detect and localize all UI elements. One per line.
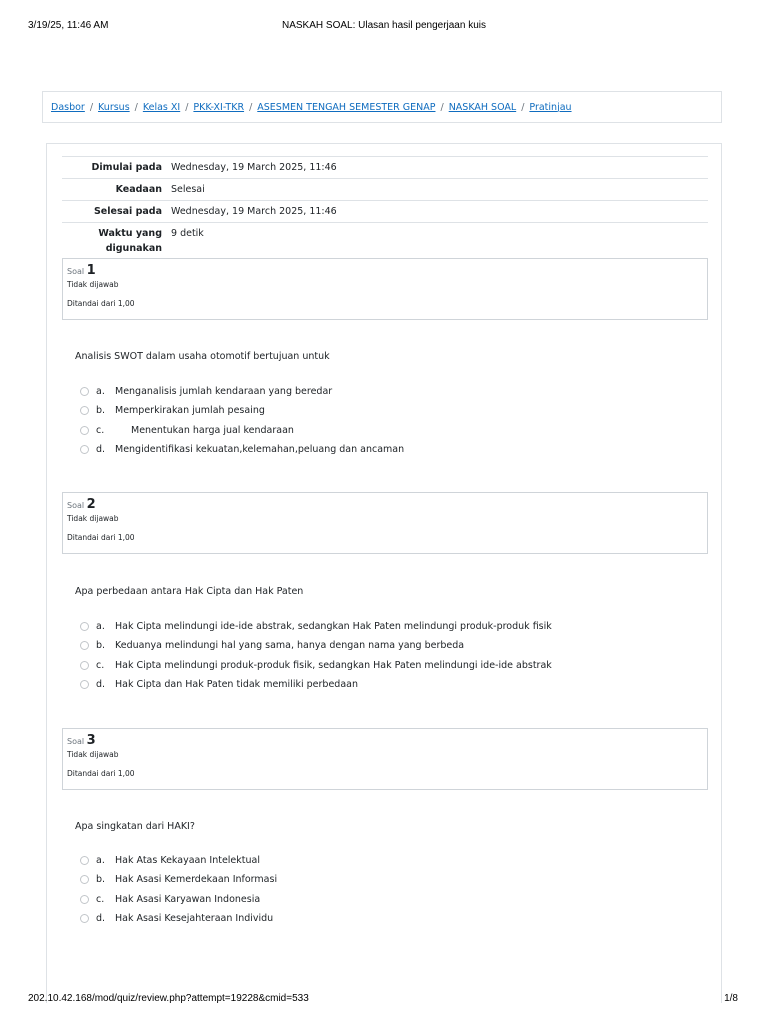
summary-label: Keadaan bbox=[115, 184, 162, 195]
answer-option[interactable] bbox=[80, 851, 277, 870]
option-text: Hak Asasi Karyawan Indonesia bbox=[115, 893, 261, 905]
question-grade: Ditandai dari 1,00 bbox=[67, 299, 135, 308]
option-letter: a. bbox=[96, 621, 105, 633]
breadcrumb bbox=[42, 91, 722, 123]
radio-button[interactable] bbox=[80, 622, 89, 631]
print-datetime: 3/19/25, 11:46 AM bbox=[28, 20, 109, 31]
question-state: Tidak dijawab bbox=[67, 514, 119, 523]
option-text: Menganalisis jumlah kendaraan yang beredar bbox=[115, 386, 333, 398]
option-letter: b. bbox=[96, 640, 106, 652]
summary-label: Waktu yang digunakan bbox=[98, 228, 162, 254]
question-number-value: 1 bbox=[86, 263, 96, 278]
option-text: Mengidentifikasi kekuatan,kelemahan,peluang dan ancaman bbox=[115, 444, 405, 456]
print-url: 202.10.42.168/mod/quiz/review.php?attempt=19228&cmid=533 bbox=[28, 993, 309, 1004]
question-text-2: Apa perbedaan antara Hak Cipta dan Hak Paten bbox=[75, 586, 304, 597]
summary-row-state bbox=[62, 178, 708, 200]
answer-option[interactable] bbox=[80, 401, 404, 420]
option-letter: b. bbox=[96, 405, 106, 417]
radio-button[interactable] bbox=[80, 406, 89, 415]
summary-row-completed bbox=[62, 200, 708, 222]
option-letter: c. bbox=[96, 893, 105, 905]
summary-value: 9 detik bbox=[171, 228, 204, 239]
question-grade: Ditandai dari 1,00 bbox=[67, 533, 135, 542]
print-page-number: 1/8 bbox=[724, 993, 738, 1004]
question-number bbox=[67, 497, 707, 514]
breadcrumb-preview[interactable]: Pratinjau bbox=[529, 101, 572, 113]
answer-options-3 bbox=[80, 851, 277, 928]
radio-button[interactable] bbox=[80, 895, 89, 904]
summary-value: Wednesday, 19 March 2025, 11:46 bbox=[171, 162, 337, 173]
print-header bbox=[0, 20, 768, 34]
option-letter: d. bbox=[96, 913, 106, 925]
summary-value: Selesai bbox=[171, 184, 205, 195]
summary-label: Dimulai pada bbox=[91, 162, 162, 173]
option-text: Hak Cipta melindungi ide-ide abstrak, sedangkan Hak Paten melindungi produk-produk fisik bbox=[115, 621, 552, 633]
question-info-1 bbox=[62, 258, 708, 320]
breadcrumb-separator: / bbox=[185, 101, 189, 113]
radio-button[interactable] bbox=[80, 875, 89, 884]
option-letter: a. bbox=[96, 855, 105, 867]
breadcrumb-separator: / bbox=[249, 101, 253, 113]
option-text: Keduanya melindungi hal yang sama, hanya dengan nama yang berbeda bbox=[115, 640, 465, 652]
answer-option[interactable] bbox=[80, 870, 277, 889]
print-title: NASKAH SOAL: Ulasan hasil pengerjaan kuis bbox=[282, 20, 486, 31]
option-letter: a. bbox=[96, 386, 105, 398]
option-text: Memperkirakan jumlah pesaing bbox=[115, 405, 265, 417]
answer-options-1 bbox=[80, 382, 404, 459]
answer-option[interactable] bbox=[80, 440, 404, 459]
breadcrumb-course[interactable]: PKK-XI-TKR bbox=[193, 101, 245, 113]
summary-value: Wednesday, 19 March 2025, 11:46 bbox=[171, 206, 337, 217]
radio-button[interactable] bbox=[80, 387, 89, 396]
breadcrumb-separator: / bbox=[89, 101, 94, 113]
option-letter: d. bbox=[96, 444, 106, 456]
answer-option[interactable] bbox=[80, 382, 404, 401]
option-text: Hak Asasi Kemerdekaan Informasi bbox=[115, 874, 278, 886]
print-footer bbox=[0, 993, 768, 1007]
soal-label: Soal bbox=[67, 267, 85, 276]
radio-button[interactable] bbox=[80, 661, 89, 670]
question-text-1: Analisis SWOT dalam usaha otomotif bertujuan untuk bbox=[75, 351, 330, 362]
radio-button[interactable] bbox=[80, 445, 89, 454]
answer-options-2 bbox=[80, 617, 552, 694]
radio-button[interactable] bbox=[80, 856, 89, 865]
summary-row-started bbox=[62, 156, 708, 178]
breadcrumb-kelas[interactable]: Kelas XI bbox=[142, 101, 181, 113]
breadcrumb-section[interactable]: ASESMEN TENGAH SEMESTER GENAP bbox=[257, 101, 436, 113]
breadcrumb-separator: / bbox=[134, 101, 138, 113]
option-letter: d. bbox=[96, 679, 106, 691]
answer-option[interactable] bbox=[80, 421, 404, 440]
summary-label: Selesai pada bbox=[93, 206, 162, 217]
answer-option[interactable] bbox=[80, 890, 277, 909]
radio-button[interactable] bbox=[80, 426, 89, 435]
question-number bbox=[67, 733, 707, 750]
answer-option[interactable] bbox=[80, 909, 277, 928]
question-number-value: 3 bbox=[86, 733, 96, 748]
question-info-2 bbox=[62, 492, 708, 554]
option-text: Menentukan harga jual kendaraan bbox=[131, 424, 294, 436]
option-text: Hak Cipta melindungi produk-produk fisik, sedangkan Hak Paten melindungi ide-ide abstrak bbox=[115, 659, 552, 671]
question-number-value: 2 bbox=[86, 497, 96, 512]
breadcrumb-quiz[interactable]: NASKAH SOAL bbox=[448, 101, 517, 113]
radio-button[interactable] bbox=[80, 641, 89, 650]
attempt-summary-table bbox=[62, 156, 708, 260]
option-letter: b. bbox=[96, 874, 106, 886]
radio-button[interactable] bbox=[80, 680, 89, 689]
soal-label: Soal bbox=[67, 501, 85, 510]
answer-option[interactable] bbox=[80, 656, 552, 675]
option-letter: c. bbox=[96, 424, 105, 436]
question-info-3 bbox=[62, 728, 708, 790]
question-state: Tidak dijawab bbox=[67, 280, 119, 289]
summary-row-time-taken bbox=[62, 222, 708, 260]
option-text: Hak Asasi Kesejahteraan Individu bbox=[115, 913, 274, 925]
question-state: Tidak dijawab bbox=[67, 750, 119, 759]
question-grade: Ditandai dari 1,00 bbox=[67, 769, 135, 778]
answer-option[interactable] bbox=[80, 675, 552, 694]
answer-option[interactable] bbox=[80, 636, 552, 655]
question-text-3: Apa singkatan dari HAKI? bbox=[75, 821, 195, 832]
answer-option[interactable] bbox=[80, 617, 552, 636]
option-text: Hak Cipta dan Hak Paten tidak memiliki perbedaan bbox=[115, 679, 358, 691]
option-text: Hak Atas Kekayaan Intelektual bbox=[115, 855, 260, 867]
breadcrumb-separator: / bbox=[440, 101, 444, 113]
question-number bbox=[67, 263, 707, 280]
breadcrumb-kursus[interactable]: Kursus bbox=[98, 101, 130, 113]
soal-label: Soal bbox=[67, 737, 85, 746]
breadcrumb-dasbor[interactable]: Dasbor bbox=[51, 101, 85, 113]
radio-button[interactable] bbox=[80, 914, 89, 923]
option-letter: c. bbox=[96, 659, 105, 671]
breadcrumb-separator: / bbox=[521, 101, 525, 113]
